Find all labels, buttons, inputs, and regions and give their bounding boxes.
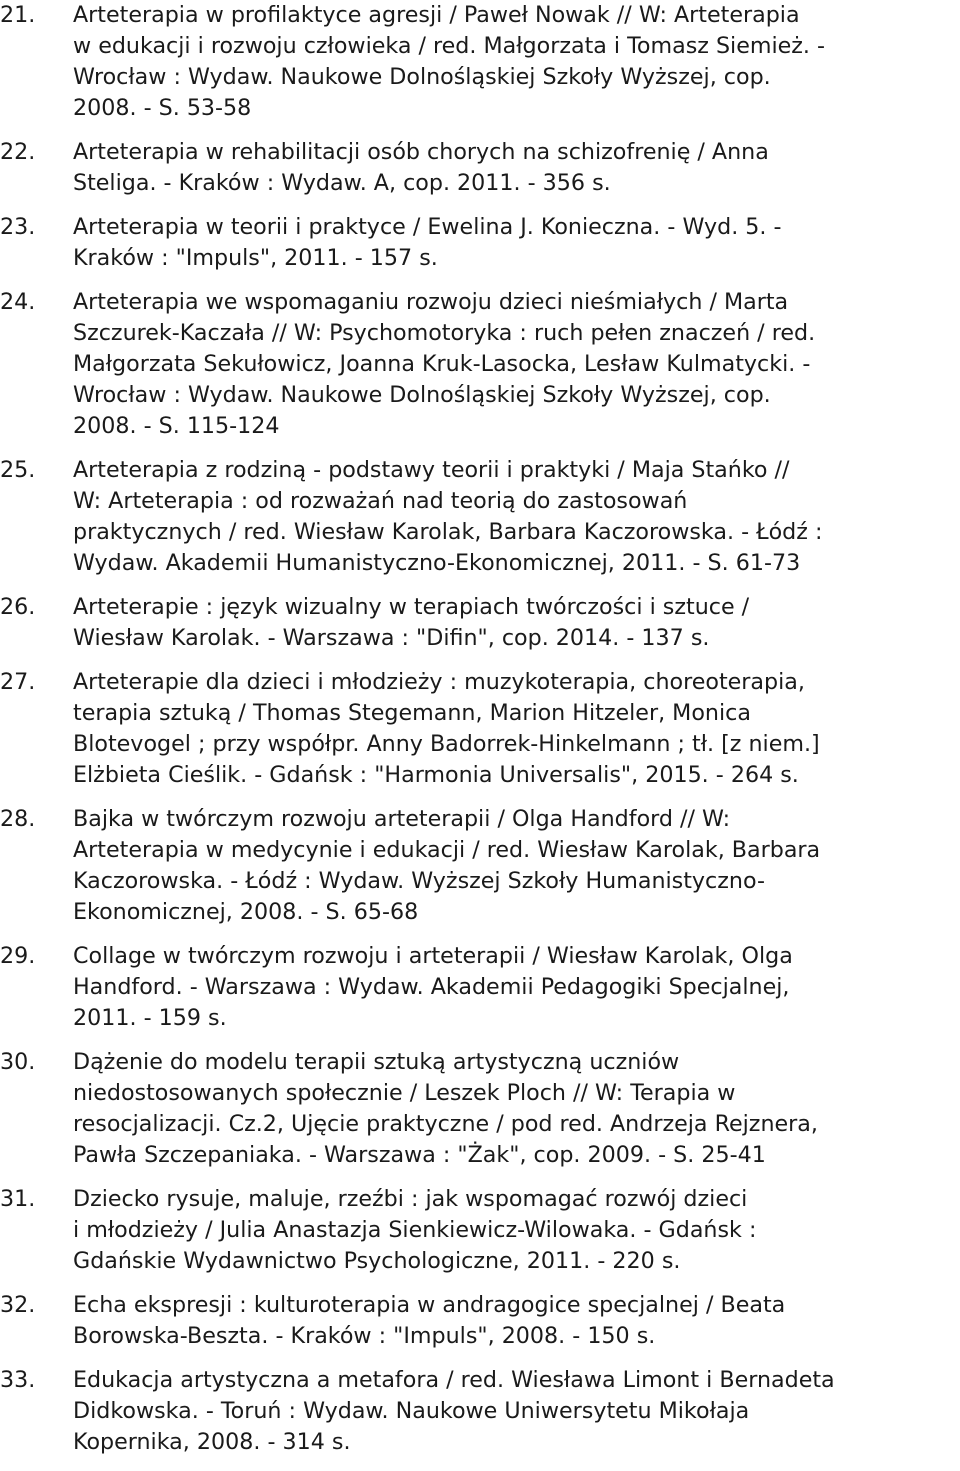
bibliography-entry — [0, 1047, 960, 1171]
entry-line: Blotevogel ; przy współpr. Anny Badorrek-Hinkelmann ; tł. [z niem.] — [73, 731, 820, 757]
entry-line: Arteterapie dla dzieci i młodzieży : muzykoterapia, choreoterapia, — [73, 669, 805, 695]
entry-number: 21. — [0, 2, 36, 28]
entry-line: Ekonomicznej, 2008. - S. 65-68 — [73, 899, 419, 925]
entry-line: 2008. - S. 53-58 — [73, 95, 252, 121]
entry-line: Pawła Szczepaniaka. - Warszawa : "Żak", cop. 2009. - S. 25-41 — [73, 1142, 766, 1168]
entry-line: praktycznych / red. Wiesław Karolak, Barbara Kaczorowska. - Łódź : — [73, 519, 823, 545]
entry-line: Edukacja artystyczna a metafora / red. Wiesława Limont i Bernadeta — [73, 1367, 835, 1393]
entry-line: Arteterapia z rodziną - podstawy teorii i praktyki / Maja Stańko // — [73, 457, 790, 483]
entry-line: Bajka w twórczym rozwoju arteterapii / Olga Handford // W: — [73, 806, 731, 832]
entry-text — [73, 804, 952, 928]
entry-line: Handford. - Warszawa : Wydaw. Akademii Pedagogiki Specjalnej, — [73, 974, 790, 1000]
entry-number: 25. — [0, 457, 36, 483]
entry-text — [73, 1290, 952, 1352]
entry-line: Wiesław Karolak. - Warszawa : "Difin", cop. 2014. - 137 s. — [73, 625, 710, 651]
entry-text — [73, 592, 952, 654]
bibliography-entry — [0, 1290, 960, 1352]
bibliography-entry — [0, 667, 960, 791]
entry-text — [73, 137, 952, 199]
entry-number: 26. — [0, 594, 36, 620]
entry-text — [73, 455, 952, 579]
entry-line: W: Arteterapia : od rozważań nad teorią do zastosowań — [73, 488, 688, 514]
entry-line: Steliga. - Kraków : Wydaw. A, cop. 2011. - 356 s. — [73, 170, 611, 196]
bibliography-entry — [0, 592, 960, 654]
entry-line: Didkowska. - Toruń : Wydaw. Naukowe Uniwersytetu Mikołaja — [73, 1398, 750, 1424]
entry-line: Dziecko rysuje, maluje, rzeźbi : jak wspomagać rozwój dzieci — [73, 1186, 748, 1212]
entry-line: Wrocław : Wydaw. Naukowe Dolnośląskiej Szkoły Wyższej, cop. — [73, 382, 771, 408]
entry-line: Arteterapie : język wizualny w terapiach twórczości i sztuce / — [73, 594, 750, 620]
entry-line: terapia sztuką / Thomas Stegemann, Marion Hitzeler, Monica — [73, 700, 751, 726]
bibliography-entry — [0, 941, 960, 1034]
entry-line: Kaczorowska. - Łódź : Wydaw. Wyższej Szkoły Humanistyczno- — [73, 868, 765, 894]
bibliography-entry — [0, 137, 960, 199]
entry-text — [73, 212, 952, 274]
entry-text — [73, 1184, 952, 1277]
bibliography-entry — [0, 287, 960, 442]
entry-line: Arteterapia w teorii i praktyce / Ewelina J. Konieczna. - Wyd. 5. - — [73, 214, 782, 240]
entry-line: Wrocław : Wydaw. Naukowe Dolnośląskiej Szkoły Wyższej, cop. — [73, 64, 771, 90]
entry-number: 29. — [0, 943, 36, 969]
entry-text — [73, 287, 952, 442]
entry-number: 28. — [0, 806, 36, 832]
entry-line: Borowska-Beszta. - Kraków : "Impuls", 2008. - 150 s. — [73, 1323, 656, 1349]
entry-line: Arteterapia w profilaktyce agresji / Paweł Nowak // W: Arteterapia — [73, 2, 800, 28]
bibliography-entry — [0, 1184, 960, 1277]
entry-number: 27. — [0, 669, 36, 695]
entry-number: 24. — [0, 289, 36, 315]
entry-line: Arteterapia w rehabilitacji osób chorych na schizofrenię / Anna — [73, 139, 769, 165]
entry-number: 23. — [0, 214, 36, 240]
entry-number: 33. — [0, 1367, 36, 1393]
bibliography-entry — [0, 804, 960, 928]
entry-text — [73, 1047, 952, 1171]
bibliography-entry — [0, 0, 960, 124]
entry-number: 31. — [0, 1186, 36, 1212]
entry-line: Collage w twórczym rozwoju i arteterapii / Wiesław Karolak, Olga — [73, 943, 793, 969]
entry-line: 2008. - S. 115-124 — [73, 413, 280, 439]
bibliography-entry — [0, 1365, 960, 1458]
entry-line: Elżbieta Cieślik. - Gdańsk : "Harmonia Universalis", 2015. - 264 s. — [73, 762, 799, 788]
entry-line: Wydaw. Akademii Humanistyczno-Ekonomicznej, 2011. - S. 61-73 — [73, 550, 801, 576]
entry-text — [73, 0, 952, 124]
entry-line: w edukacji i rozwoju człowieka / red. Małgorzata i Tomasz Siemież. - — [73, 33, 826, 59]
entry-number: 30. — [0, 1049, 36, 1075]
entry-text — [73, 1365, 952, 1458]
entry-number: 32. — [0, 1292, 36, 1318]
bibliography-entry — [0, 455, 960, 579]
entry-text — [73, 667, 952, 791]
entry-line: Dążenie do modelu terapii sztuką artystyczną uczniów — [73, 1049, 680, 1075]
entry-line: Arteterapia w medycynie i edukacji / red. Wiesław Karolak, Barbara — [73, 837, 821, 863]
entry-line: Echa ekspresji : kulturoterapia w andragogice specjalnej / Beata — [73, 1292, 786, 1318]
entry-text — [73, 941, 952, 1034]
entry-line: resocjalizacji. Cz.2, Ujęcie praktyczne / pod red. Andrzeja Rejznera, — [73, 1111, 818, 1137]
bibliography-entry — [0, 212, 960, 274]
entry-line: i młodzieży / Julia Anastazja Sienkiewicz-Wilowaka. - Gdańsk : — [73, 1217, 757, 1243]
entry-line: Arteterapia we wspomaganiu rozwoju dzieci nieśmiałych / Marta — [73, 289, 789, 315]
entry-line: Gdańskie Wydawnictwo Psychologiczne, 2011. - 220 s. — [73, 1248, 681, 1274]
entry-number: 22. — [0, 139, 36, 165]
entry-line: Kraków : "Impuls", 2011. - 157 s. — [73, 245, 438, 271]
entry-line: niedostosowanych społecznie / Leszek Ploch // W: Terapia w — [73, 1080, 736, 1106]
entry-line: 2011. - 159 s. — [73, 1005, 227, 1031]
entry-line: Kopernika, 2008. - 314 s. — [73, 1429, 351, 1455]
entry-line: Małgorzata Sekułowicz, Joanna Kruk-Lasocka, Lesław Kulmatycki. - — [73, 351, 811, 377]
entry-line: Szczurek-Kaczała // W: Psychomotoryka : ruch pełen znaczeń / red. — [73, 320, 816, 346]
